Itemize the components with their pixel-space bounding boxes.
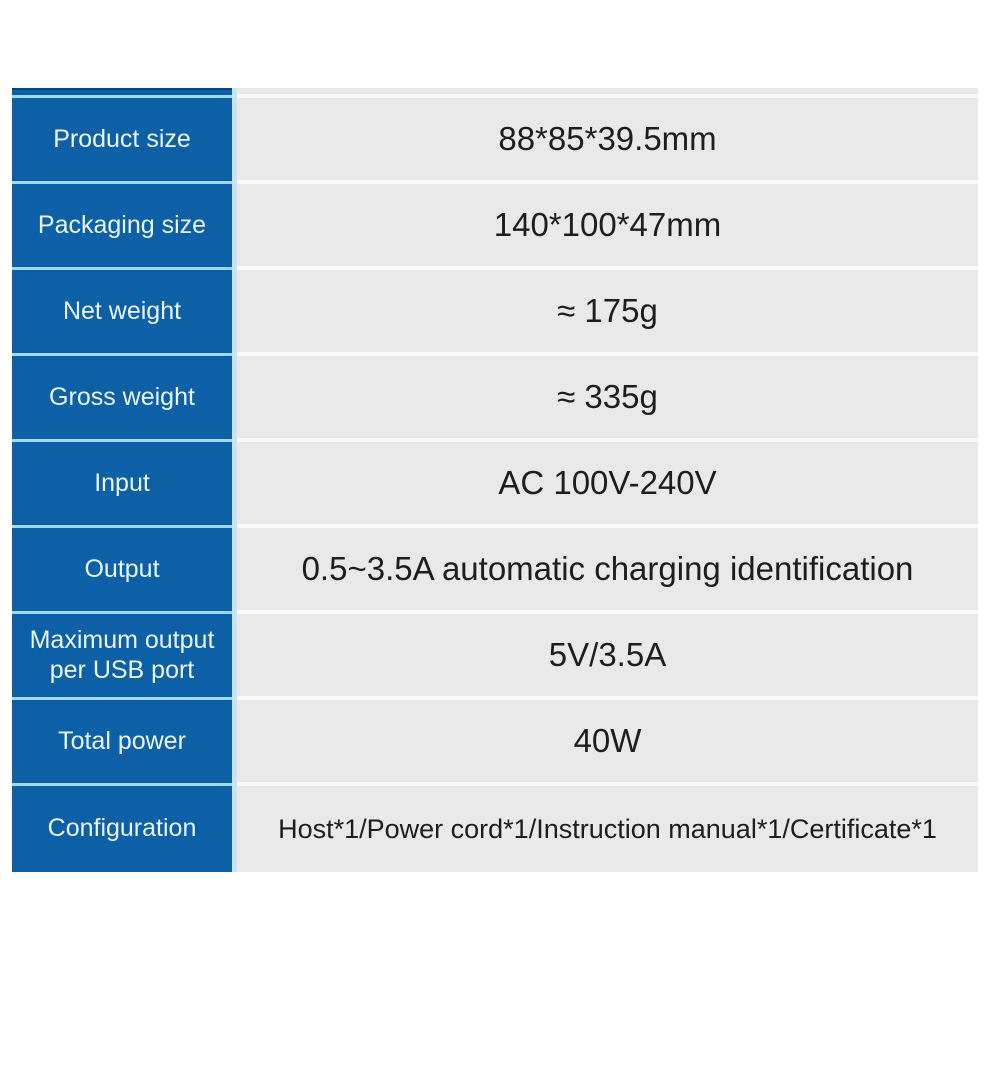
table-row <box>12 786 978 872</box>
spec-label-text: Output <box>84 554 160 583</box>
spec-label-packaging-size <box>12 184 232 270</box>
spec-value-input <box>237 442 978 528</box>
spec-value-text: 140*100*47mm <box>493 206 722 243</box>
spec-value-text: 0.5~3.5A automatic charging identification <box>301 550 914 587</box>
spec-label-gross-weight <box>12 356 232 442</box>
spec-value-text: Host*1/Power cord*1/Instruction manual*1/Certificate*1 <box>278 813 937 844</box>
table-row <box>12 184 978 270</box>
table-row <box>12 528 978 614</box>
spec-label-text: Configuration <box>47 814 197 843</box>
spec-value-output <box>237 528 978 614</box>
spec-value-text: ≈ 175g <box>557 292 658 329</box>
spec-label-input <box>12 442 232 528</box>
spec-label-net-weight <box>12 270 232 356</box>
spec-label-output <box>12 528 232 614</box>
spec-value-gross-weight <box>237 356 978 442</box>
spec-value-total-power <box>237 700 978 786</box>
spec-label-product-size <box>12 98 232 184</box>
spec-label-text: Packaging size <box>37 210 207 239</box>
spec-value-text: 88*85*39.5mm <box>498 120 717 157</box>
spec-label-text: Maximum output per USB port <box>29 626 215 684</box>
spec-value-text: 5V/3.5A <box>548 636 667 673</box>
spec-value-text: 40W <box>573 722 642 759</box>
spec-label-max-output-per-usb-port <box>12 614 232 700</box>
table-row <box>12 270 978 356</box>
spec-label-text: Gross weight <box>49 382 195 411</box>
spec-label-cell-cropped <box>12 88 232 98</box>
spec-label-text: Total power <box>58 726 186 755</box>
spec-value-text: ≈ 335g <box>557 378 658 415</box>
spec-value-product-size <box>237 98 978 184</box>
spec-value-max-output-per-usb-port <box>237 614 978 700</box>
spec-label-total-power <box>12 700 232 786</box>
table-row-cropped <box>12 88 978 98</box>
table-row <box>12 356 978 442</box>
table-row <box>12 442 978 528</box>
table-row <box>12 98 978 184</box>
spec-value-text: AC 100V-240V <box>498 464 717 501</box>
spec-value-net-weight <box>237 270 978 356</box>
spec-value-cell-cropped <box>237 88 978 98</box>
table-row <box>12 614 978 700</box>
spec-label-text: Input <box>94 468 150 497</box>
spec-label-text: Product size <box>53 124 191 153</box>
spec-label-text: Net weight <box>62 296 182 325</box>
spec-label-configuration <box>12 786 232 872</box>
spec-value-packaging-size <box>237 184 978 270</box>
table-row <box>12 700 978 786</box>
spec-value-configuration <box>237 786 978 872</box>
product-spec-table <box>12 88 978 872</box>
